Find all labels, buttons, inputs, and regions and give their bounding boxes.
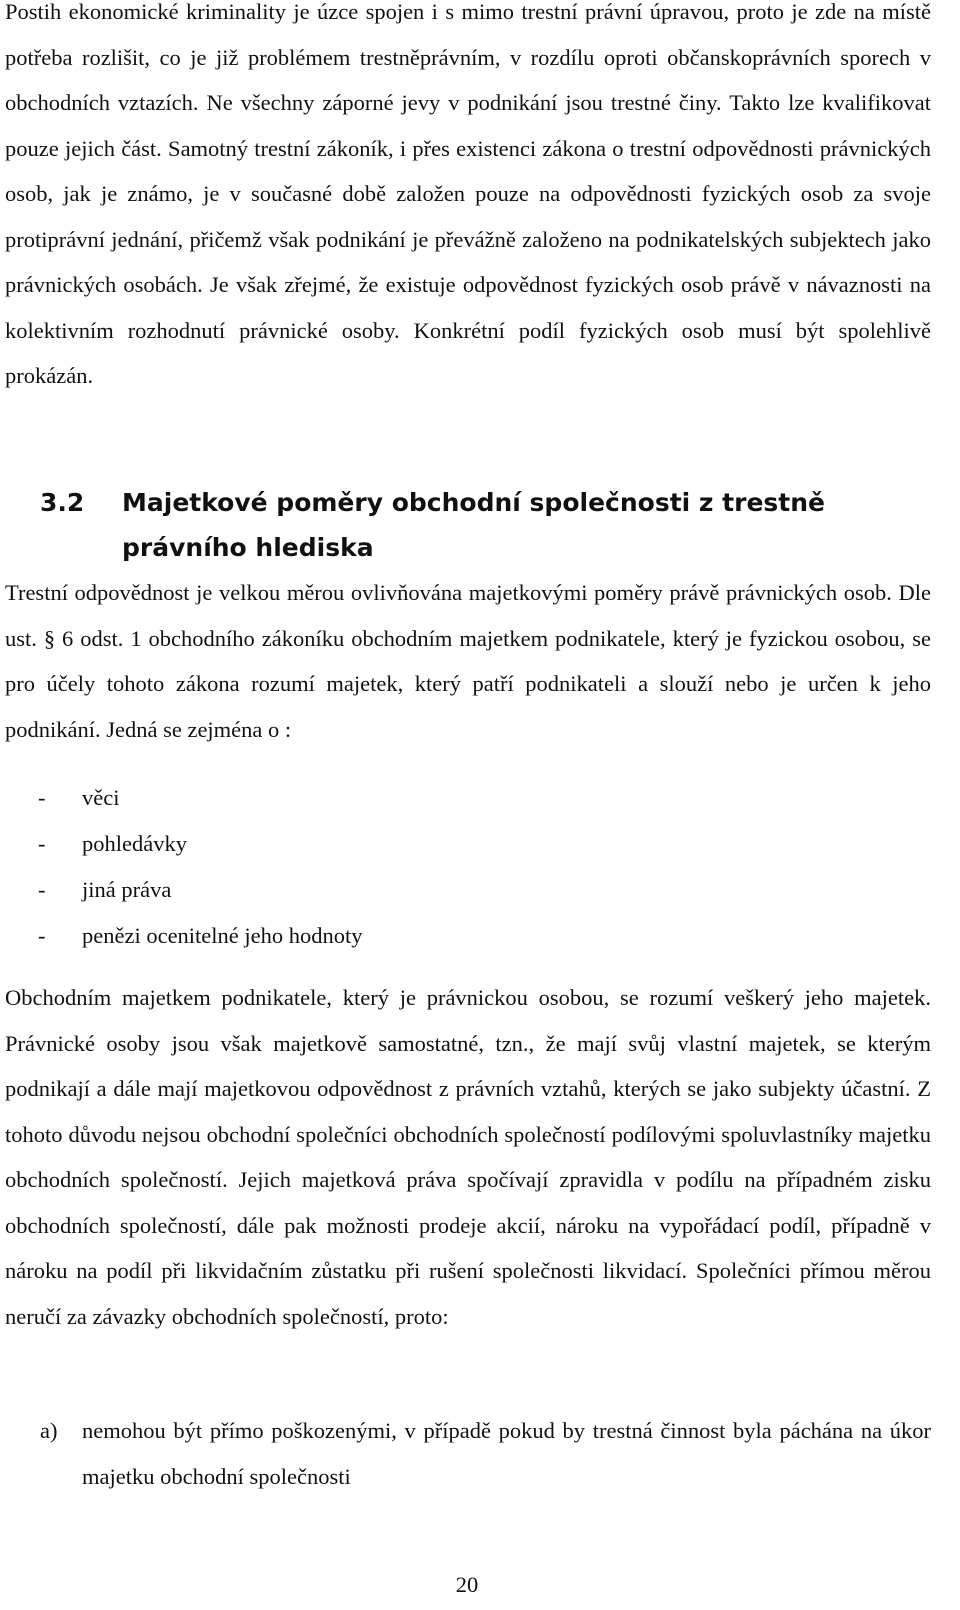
section-title: Majetkové poměry obchodní společnosti z trestně právního hlediska: [122, 488, 825, 562]
list-dash: -: [38, 785, 46, 810]
list-dash: -: [38, 877, 46, 902]
list-dash: -: [38, 923, 46, 948]
paragraph-economic-crime: Postih ekonomické kriminality je úzce spojen i s mimo trestní právní úpravou, proto je zde na místě potřeba rozlišit, co je již problémem trestněprávním, v rozdílu oproti občanskoprávních sporech v obchodních vztazích. Ne všechny záporné jevy v podnikání jsou trestné činy. Takto lze kvalifikovat pouze jejich část. Samotný trestní zákoník, i přes existenci zákona o trestní odpovědnosti právnických osob, jak je známo, je v současné době založen pouze na odpovědnosti fyzických osob za svoje protiprávní jednání, přičemž však podnikání je převážně založeno na podnikatelských subjektech jako právnických osobách. Je však zřejmé, že existuje odpovědnost fyzických osob právě v návaznosti na kolektivním rozhodnutí právnické osoby. Konkrétní podíl fyzických osob musí být spolehlivě prokázán.: [5, 0, 931, 388]
asset-types-list: [0, 775, 920, 959]
paragraph-legal-entity-assets: Obchodním majetkem podnikatele, který je právnickou osobou, se rozumí veškerý jeho majetek. Právnické osoby jsou však majetkově samostatné, tzn., že mají svůj vlastní majetek, se kterým podnikají a dále mají majetkovou odpovědnost z právních vztahů, kterých se jako subjekty účastní. Z tohoto důvodu nejsou obchodní společníci obchodních společností podílovými spoluvlastníky majetku obchodních společností. Jejich majetková práva spočívají zpravidla v podílu na případném zisku obchodních společností, dále pak možnosti prodeje akcií, nároku na vypořádací podíl, případně v nároku na podíl při likvidačním zůstatku při rušení společnosti likvidací. Společníci přímou měrou neručí za závazky obchodních společností, proto:: [5, 985, 931, 1329]
list-item: [0, 1408, 931, 1499]
list-marker: a): [40, 1418, 58, 1443]
section-heading: [40, 480, 910, 570]
list-dash: -: [38, 831, 46, 856]
list-item-text: jiná práva: [82, 877, 172, 902]
list-item: [0, 867, 920, 913]
list-item: [0, 821, 920, 867]
list-item-text: pohledávky: [82, 831, 187, 856]
list-item-text: nemohou být přímo poškozenými, v případě pokud by trestná činnost byla páchána na úkor majetku obchodní společnosti: [82, 1418, 931, 1489]
list-item-text: penězi ocenitelné jeho hodnoty: [82, 923, 363, 948]
list-item: [0, 775, 920, 821]
section-number: 3.2: [40, 488, 85, 517]
partners-consequences-list: [0, 1408, 931, 1499]
paragraph-criminal-liability: Trestní odpovědnost je velkou měrou ovlivňována majetkovými poměry právě právnických osob. Dle ust. § 6 odst. 1 obchodního zákoníku obchodním majetkem podnikatele, který je fyzickou osobou, se pro účely tohoto zákona rozumí majetek, který patří podnikateli a slouží nebo je určen k jeho podnikání. Jedná se zejména o :: [5, 580, 931, 742]
page-number: 20: [455, 1572, 479, 1597]
list-item: [0, 913, 920, 959]
list-item-text: věci: [82, 785, 120, 810]
